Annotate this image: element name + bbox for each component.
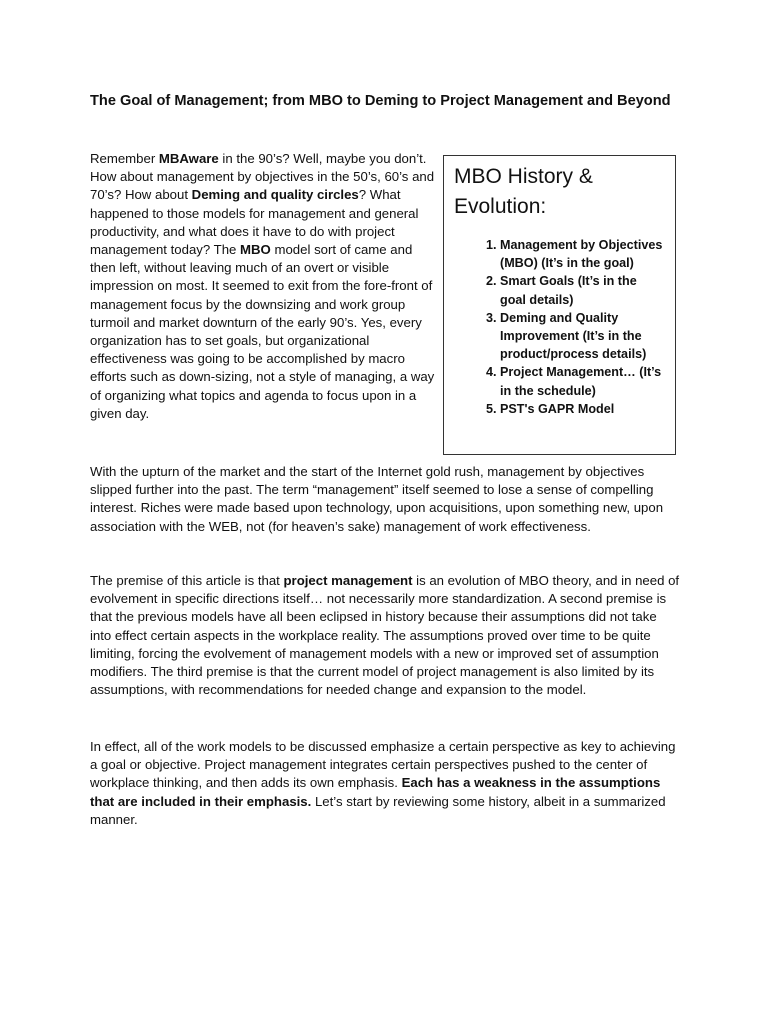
history-item: 4. Project Management… (It’s in the schedule) [500,363,665,399]
models-bold-weakness: Each has a weakness in the assumptions that are included in their emphasis. [90,775,661,809]
history-item: 2. Smart Goals (It’s in the goal details) [500,272,665,308]
intro-text-2: in the 90’s? Well, maybe you don’t. How about management by objectives in the 50’s, 60’s and 70’s? How about [90,151,435,203]
intro-text-3: ? What happened to those models for management and general productivity, and what does it have to do with project management today? The [90,187,419,258]
intro-bold-mbo: MBO [240,242,271,258]
intro-bold-deming: Deming and quality circles [191,187,359,203]
premise-bold-project-management: project management [283,573,413,588]
models-text-1: In effect, all of the work models to be discussed emphasize a certain perspective as key to achieving a goal or objective. Project management integrates certain perspectives pushed to the center of workplace thinking, and then adds its own emphasis. [90,739,676,791]
intro-text-1: Remember [90,151,159,166]
paragraph-internet-upturn: With the upturn of the market and the start of the Internet gold rush, management by objectives slipped further into the past. The term “management” itself seemed to lose a sense of compelling interest. Riches were made based upon technology, upon acquisitions, upon something new, upon association with the WEB, not (for heaven’s sake) management of work effectiveness. [90,464,664,534]
models-text-2: Let’s start by reviewing some history, albeit in a summarized manner. [90,793,666,827]
premise-text-2: is an evolution of MBO theory, and in need of evolvement in specific directions itself… not necessarily more standardization. A second premise is that the previous models have all been eclipsed in history because their assumptions did not take into effect certain aspects in the workplace reality. The assumptions proved over time to be quite limiting, forcing the evolvement of management models with a new or improved set of assumption modifiers. The third premise is that the current model of project management is also limited by its assumptions, with recommendations for needed change and expansion to the model. [90,573,680,698]
history-list [454,236,665,418]
intro-bold-mbaware: MBAware [158,151,219,166]
history-item: 1. Management by Objectives (MBO) (It’s in the goal) [500,236,665,272]
paragraph-work-models [90,738,680,829]
premise-text-1: The premise of this article is that [90,573,284,588]
paragraph-premise [90,572,680,699]
article-title: The Goal of Management; from MBO to Deming to Project Management and Beyond [90,93,671,109]
mbo-history-sidebox [443,155,676,455]
history-item: 3. Deming and Quality Improvement (It’s in the product/process details) [500,309,665,364]
intro-text-4: model sort of came and then left, without leaving much of an overt or visible impression on most. It seemed to exit from the fore-front of management focus by the downsizing and work group turmoil and market downturn of the early 90’s. Yes, every organization has to set goals, but organizational effectiveness was going to be accomplished by macro efforts such as down-sizing, not a style of managing, a way of organizing what topics and agenda to focus upon in a given day. [90,242,435,421]
history-item: 5. PST's GAPR Model [500,400,665,418]
sidebox-title: MBO History & Evolution: [454,165,593,218]
intro-paragraph [90,150,435,423]
